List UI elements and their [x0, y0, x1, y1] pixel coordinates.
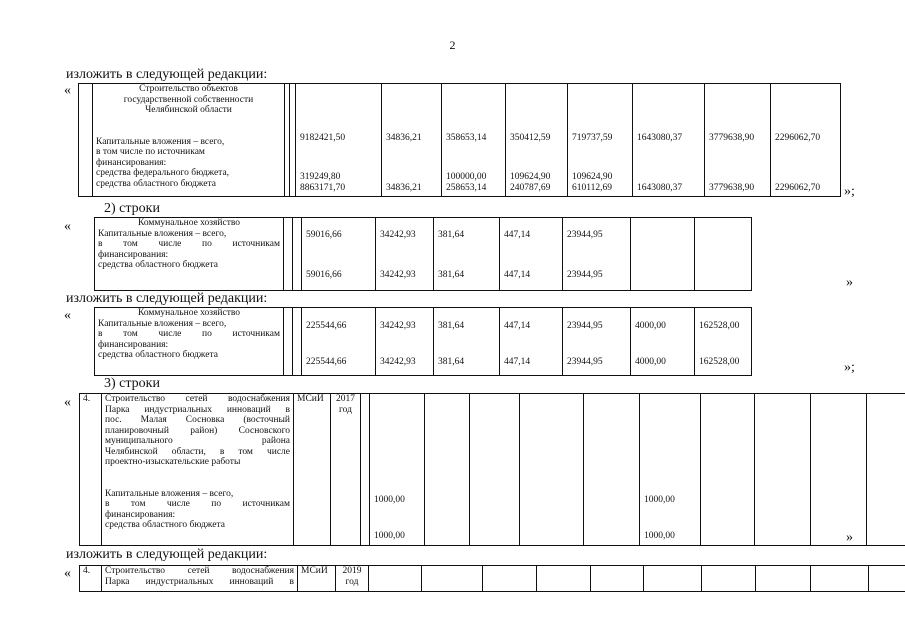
block2-total-3: 381,64	[438, 230, 465, 240]
cell-value	[369, 566, 422, 592]
block2-total-4: 447,14	[504, 230, 531, 240]
cell-description	[95, 218, 284, 291]
cell-value-col1	[302, 308, 376, 376]
capex-label: Капитальные вложения – всего,	[105, 488, 234, 499]
heading-new-edition-3: изложить в следующей редакции:	[66, 547, 268, 562]
table-block-1	[78, 83, 841, 197]
subheading-rows-2: 2) строки	[104, 201, 160, 216]
block5-year: 2019	[342, 566, 362, 576]
cell-narrow	[293, 218, 302, 291]
cell-value	[591, 566, 644, 592]
cell-value	[755, 394, 811, 546]
cell-value	[470, 394, 520, 546]
cell-value	[584, 394, 640, 546]
cell-value	[644, 566, 702, 592]
cell-value	[537, 566, 591, 592]
block3-total-3: 381,64	[438, 321, 465, 331]
cell-value	[483, 566, 537, 592]
block2-total-1: 59016,66	[306, 230, 342, 240]
page-number: 2	[449, 38, 456, 52]
cell-value-col6	[633, 84, 705, 197]
block3-regional-1: 225544,66	[306, 357, 347, 367]
block3-total-5: 23944,95	[567, 321, 603, 331]
cell-year	[336, 566, 369, 592]
close-quote: »	[846, 530, 853, 545]
cell-value	[701, 394, 755, 546]
block5-desc-line: Строительство сетей водоснабжения	[105, 566, 294, 576]
block2-title: Коммунальное хозяйство	[137, 218, 241, 228]
table-block-5	[79, 565, 905, 592]
block1-regional-2: 34836,21	[386, 183, 422, 193]
cell-value	[520, 394, 584, 546]
block3-total-7: 162528,00	[699, 321, 740, 331]
block4-desc-line: планировочный район) Сосновского	[105, 425, 290, 436]
cell-value-col3	[442, 84, 506, 197]
cell-value-col6	[640, 394, 701, 546]
block1-federal-3: 100000,00	[446, 172, 487, 182]
cell-description	[102, 394, 294, 546]
cell-value	[869, 566, 905, 592]
cell-organization: МСиИ	[294, 394, 331, 546]
block5-desc-line: Парка индустриальных инноваций в	[105, 576, 294, 587]
cell-value	[702, 566, 756, 592]
block1-total-2: 34836,21	[386, 133, 422, 143]
block1-total-6: 1643080,37	[637, 133, 683, 143]
cell-description	[93, 84, 285, 197]
block1-title-line2: государственной собственности	[123, 94, 254, 105]
block4-year: 2017	[336, 394, 355, 404]
block1-regional-8: 2296062,70	[775, 183, 821, 193]
block3-total-4: 447,14	[504, 321, 531, 331]
cell-value-col7	[695, 218, 752, 291]
cell-narrow	[293, 308, 302, 376]
cell-value-col7	[695, 308, 752, 376]
cell-value-col2	[376, 218, 434, 291]
subheading-rows-3: 3) строки	[104, 376, 160, 391]
cell-value-col5	[563, 218, 631, 291]
cell-value-col5	[568, 84, 633, 197]
block3-regional-7: 162528,00	[699, 357, 740, 367]
block1-federal-1: 319249,80	[300, 172, 341, 182]
block3-regional-4: 447,14	[504, 357, 531, 367]
cell-narrow	[284, 308, 293, 376]
cell-description	[95, 308, 284, 376]
close-quote-semicolon: »;	[844, 360, 855, 375]
heading-new-edition-2: изложить в следующей редакции:	[66, 291, 268, 306]
cell-value-col1	[296, 84, 382, 197]
block1-regional-6: 1643080,37	[637, 183, 683, 193]
cell-value-col4	[500, 308, 563, 376]
block1-federal-5: 109624,90	[572, 172, 613, 182]
cell-value-col3	[434, 218, 500, 291]
cell-num: 4.	[80, 394, 102, 546]
block2-regional-2: 34242,93	[380, 270, 416, 280]
block1-total-4: 350412,59	[510, 133, 551, 143]
block2-regional-5: 23944,95	[567, 270, 603, 280]
close-quote-semicolon: »;	[844, 184, 855, 199]
block3-regional-6: 4000,00	[635, 357, 666, 367]
block1-total-3: 358653,14	[446, 133, 487, 143]
capex-sources-label-2: финансирования:	[105, 509, 176, 520]
open-quote: «	[64, 566, 71, 581]
block1-total-8: 2296062,70	[775, 133, 821, 143]
cell-description	[102, 566, 298, 592]
cell-value-col3	[434, 308, 500, 376]
capex-label: Капитальные вложения – всего,	[96, 136, 225, 147]
block1-regional-3: 258653,14	[446, 183, 487, 193]
block2-regional-3: 381,64	[438, 270, 465, 280]
block3-regional-5: 23944,95	[567, 357, 603, 367]
block4-desc-line: Челябинской области, в том числе	[105, 446, 290, 457]
block2-regional-1: 59016,66	[306, 270, 342, 280]
block1-regional-7: 3779638,90	[709, 183, 755, 193]
block4-desc-line: Строительство сетей водоснабжения	[105, 394, 290, 404]
capex-sources-label-2: финансирования:	[96, 157, 167, 168]
cell-value-col6	[631, 308, 695, 376]
cell-value	[756, 566, 811, 592]
block1-regional-4: 240787,69	[510, 183, 551, 193]
regional-label: средства областного бюджета	[98, 350, 218, 360]
block4-year-suffix: год	[339, 404, 352, 415]
block1-regional-5: 610112,69	[572, 183, 613, 193]
cell-value-col5	[563, 308, 631, 376]
cell-num: 4.	[80, 566, 102, 592]
block1-title-line1: Строительство объектов	[139, 84, 238, 94]
cell-value	[811, 566, 869, 592]
heading-new-edition-1: изложить в следующей редакции:	[66, 67, 268, 82]
capex-sources-label: в том числе по источникам	[105, 499, 290, 509]
cell-num	[79, 84, 93, 197]
block1-federal-4: 109624,90	[510, 172, 551, 182]
block4-desc-line: Парка индустриальных инноваций в	[105, 404, 290, 415]
cell-year	[331, 394, 361, 546]
capex-sources-label-2: финансирования:	[98, 249, 169, 260]
cell-narrow	[361, 394, 370, 546]
close-quote: »	[846, 275, 853, 290]
block3-total-6: 4000,00	[635, 321, 666, 331]
open-quote: «	[64, 395, 71, 410]
capex-label: Капитальные вложения – всего,	[98, 228, 227, 239]
block3-total-2: 34242,93	[380, 321, 416, 331]
block4-desc-line: пос. Малая Сосновка (восточный	[105, 415, 290, 425]
block2-regional-4: 447,14	[504, 270, 531, 280]
block3-regional-3: 381,64	[438, 357, 465, 367]
capex-sources-label: в том числе по источникам	[96, 147, 205, 157]
block4-regional-b: 1000,00	[644, 531, 675, 541]
block3-title: Коммунальное хозяйство	[137, 308, 241, 318]
cell-value	[811, 394, 867, 546]
cell-value	[867, 394, 905, 546]
table-block-4	[79, 393, 905, 546]
block4-total-a: 1000,00	[374, 495, 405, 505]
cell-value-col2	[376, 308, 434, 376]
block3-regional-2: 34242,93	[380, 357, 416, 367]
block4-desc-line: проектно-изыскательские работы	[105, 457, 241, 467]
open-quote: «	[64, 308, 71, 323]
regional-label: средства областного бюджета	[105, 520, 225, 530]
block2-total-5: 23944,95	[567, 230, 603, 240]
cell-value	[425, 394, 470, 546]
cell-value-col7	[705, 84, 771, 197]
table-block-2	[94, 217, 836, 291]
block1-total-7: 3779638,90	[709, 133, 755, 143]
capex-label: Капитальные вложения – всего,	[98, 318, 227, 329]
regional-label: средства областного бюджета	[98, 260, 218, 270]
open-quote: «	[64, 219, 71, 234]
cell-value-col4	[506, 84, 568, 197]
block4-regional-a: 1000,00	[374, 531, 405, 541]
cell-value-col6	[631, 218, 695, 291]
cell-organization: МСиИ	[298, 566, 336, 592]
capex-sources-label-2: финансирования:	[98, 339, 169, 350]
cell-value-col2	[382, 84, 442, 197]
cell-value-col8	[771, 84, 841, 197]
block2-total-2: 34242,93	[380, 230, 416, 240]
cell-value-col1	[302, 218, 376, 291]
federal-label: средства федерального бюджета,	[96, 168, 230, 178]
block1-total-5: 719737,59	[572, 133, 613, 143]
regional-label: средства областного бюджета	[96, 178, 216, 189]
block1-title-line3: Челябинской области	[145, 105, 232, 115]
block1-regional-1: 8863171,70	[300, 183, 346, 193]
open-quote: «	[64, 83, 71, 98]
block3-total-1: 225544,66	[306, 321, 347, 331]
cell-value-col4	[500, 218, 563, 291]
block1-total-1: 9182421,50	[300, 133, 346, 143]
capex-sources-label: в том числе по источникам	[98, 239, 280, 249]
cell-narrow	[284, 218, 293, 291]
cell-value-col1	[370, 394, 425, 546]
cell-value	[422, 566, 483, 592]
block5-year-suffix: год	[345, 576, 359, 587]
table-block-3	[94, 307, 837, 376]
capex-sources-label: в том числе по источникам	[98, 329, 280, 339]
block4-desc-line: муниципального района	[105, 436, 290, 446]
block4-total-b: 1000,00	[644, 495, 675, 505]
